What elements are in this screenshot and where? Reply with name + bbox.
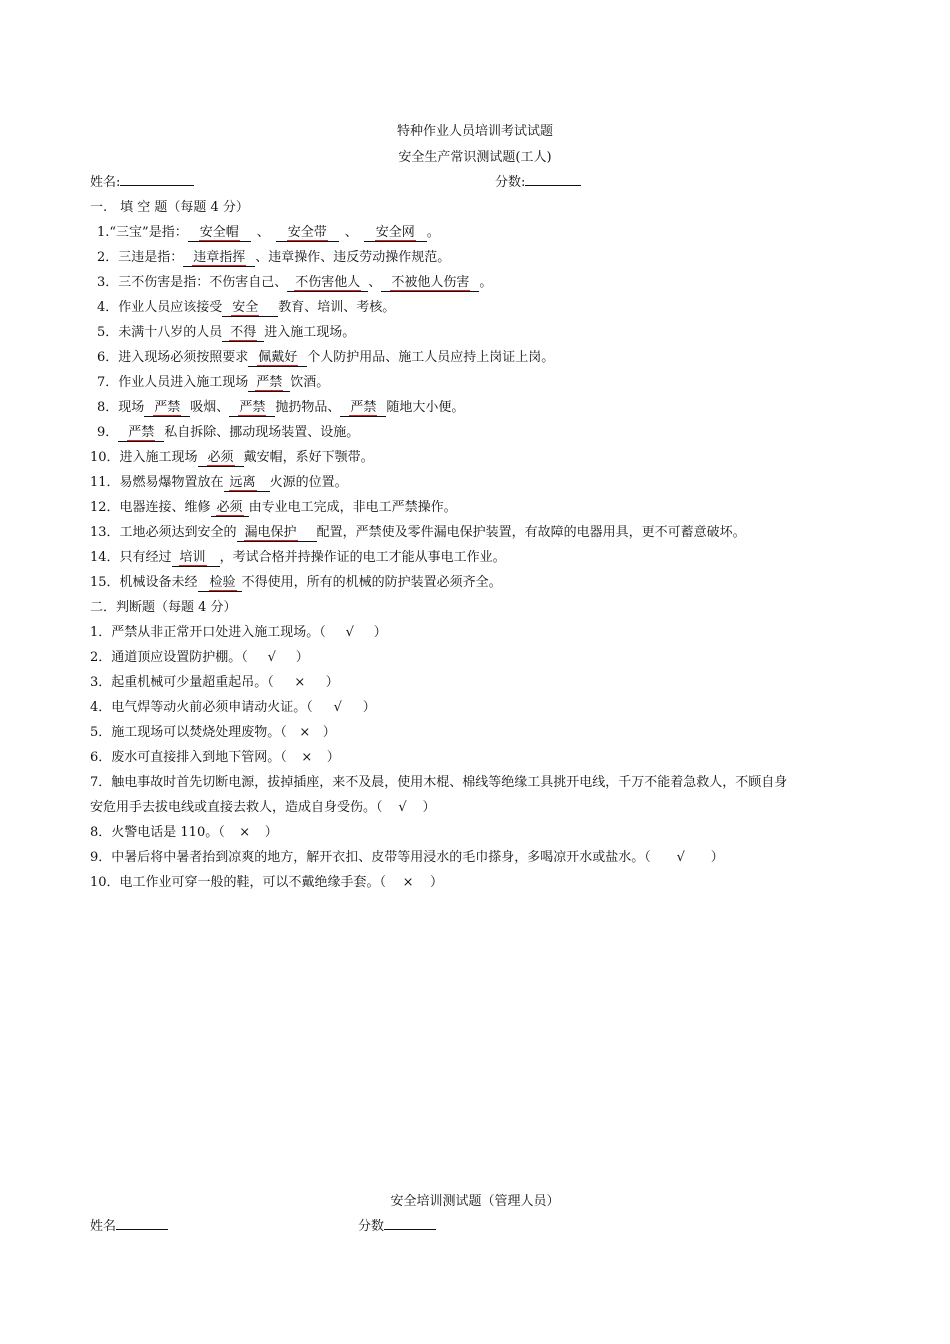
second-test-title: 安全培训测试题（管理人员） bbox=[390, 1194, 560, 1209]
fill-question-1: 1.“三宝”是指： 安全帽 、 安全带 、 安全网 。 bbox=[97, 225, 440, 240]
fill-answer: 安全 bbox=[222, 299, 278, 317]
judge-question-5: 5．施工现场可以焚烧处理废物。（ × ） bbox=[90, 725, 336, 740]
document-title: 特种作业人员培训考试试题 bbox=[396, 124, 553, 139]
fill-answer: 违章指挥 bbox=[183, 249, 255, 267]
name-label: 姓名: bbox=[90, 175, 121, 190]
fill-answer: 严禁 bbox=[229, 399, 275, 417]
fill-question-15: 15．机械设备未经 检验 不得使用，所有的机械的防护装置必须齐全。 bbox=[90, 575, 502, 590]
fill-answer: 远离 bbox=[224, 474, 270, 492]
judge-mark: √ bbox=[676, 850, 685, 865]
document-subtitle: 安全生产常识测试题(工人) bbox=[398, 150, 552, 165]
judge-question-1: 1．严禁从非正常开口处进入施工现场。（ √ ） bbox=[90, 625, 387, 640]
judge-question-8: 8．火警电话是 110。（ × ） bbox=[90, 825, 278, 840]
judge-question-7-continued: 安危用手去拔电线或直接去救人，造成自身受伤。（ √ ） bbox=[90, 800, 436, 815]
judge-question-9: 9．中暑后将中暑者抬到凉爽的地方，解开衣扣、皮带等用浸水的毛巾搽身，多喝凉开水或盐水。（ √ ） bbox=[90, 850, 724, 865]
fill-answer: 佩戴好 bbox=[248, 349, 307, 367]
fill-question-12: 12．电器连接、维修 必须 由专业电工完成，非电工严禁操作。 bbox=[90, 500, 457, 515]
judge-mark: × bbox=[402, 875, 414, 890]
score-label-2: 分数 bbox=[358, 1219, 385, 1234]
fill-answer: 必须 bbox=[198, 449, 244, 467]
fill-answer: 不被他人伤害 bbox=[381, 274, 479, 292]
fill-question-2: 2．三违是指： 违章指挥 、违章操作、违反劳动操作规范。 bbox=[97, 250, 451, 265]
fill-answer: 不伤害他人 bbox=[287, 274, 368, 292]
fill-answer: 必须 bbox=[211, 499, 249, 517]
judge-question-2: 2．通道顶应设置防护棚。（ √ ） bbox=[90, 650, 309, 665]
fill-answer: 检验 bbox=[198, 574, 242, 592]
name-label-2: 姓名 bbox=[90, 1219, 117, 1234]
judge-mark: × bbox=[294, 675, 306, 690]
fill-answer: 严禁 bbox=[340, 399, 386, 417]
judge-question-7: 7．触电事故时首先切断电源，拔掉插座，来不及晨，使用木棍、棉线等绝缘工具挑开电线，千万不能着急救人，不顾自身 bbox=[90, 775, 788, 790]
fill-question-5: 5．未满十八岁的人员 不得 进入施工现场。 bbox=[97, 325, 356, 340]
name-row bbox=[90, 171, 194, 190]
fill-question-8: 8．现场 严禁 吸烟、 严禁 抛扔物品、 严禁 随地大小便。 bbox=[97, 400, 465, 415]
fill-question-7: 7．作业人员进入施工现场 严禁 饮酒。 bbox=[97, 375, 330, 390]
judge-question-4: 4．电气焊等动火前必须申请动火证。（ √ ） bbox=[90, 700, 376, 715]
fill-answer: 安全帽 bbox=[188, 224, 251, 242]
fill-question-14: 14．只有经过 培训 ，考试合格并持操作证的电工才能从事电工作业。 bbox=[90, 550, 506, 565]
judge-mark: × bbox=[301, 750, 313, 765]
judge-question-6: 6．废水可直接排入到地下管网。（ × ） bbox=[90, 750, 340, 765]
score-blank-2[interactable] bbox=[384, 1215, 436, 1230]
judge-mark: √ bbox=[345, 625, 354, 640]
judge-question-10: 10．电工作业可穿一般的鞋，可以不戴绝缘手套。（ × ） bbox=[90, 875, 444, 890]
section-fill-heading: 一. 填 空 题（每题 4 分） bbox=[90, 200, 249, 215]
score-label: 分数: bbox=[495, 175, 526, 190]
judge-mark: √ bbox=[267, 650, 276, 665]
fill-question-10: 10．进入施工现场 必须 戴安帽，系好下颚带。 bbox=[90, 450, 374, 465]
judge-question-3: 3．起重机械可少量超重起吊。（ × ） bbox=[90, 675, 339, 690]
judge-mark: × bbox=[239, 825, 251, 840]
name-blank-2[interactable] bbox=[116, 1215, 168, 1230]
fill-answer: 严禁 bbox=[118, 424, 164, 442]
fill-question-11: 11．易燃易爆物置放在 远离 火源的位置。 bbox=[90, 475, 348, 490]
fill-question-13: 13．工地必须达到安全的 漏电保护 配置，严禁使及零件漏电保护装置，有故障的电器用具，更不可蓄意破坏。 bbox=[90, 525, 746, 540]
judge-mark: √ bbox=[333, 700, 342, 715]
fill-question-9: 9． 严禁 私自拆除、挪动现场装置、设施。 bbox=[97, 425, 360, 440]
fill-answer: 严禁 bbox=[144, 399, 190, 417]
fill-question-3: 3．三不伤害是指：不伤害自己、 不伤害他人 、 不被他人伤害 。 bbox=[97, 275, 493, 290]
score-blank[interactable] bbox=[525, 171, 581, 186]
fill-question-6: 6．进入现场必须按照要求 佩戴好 个人防护用品、施工人员应持上岗证上岗。 bbox=[97, 350, 555, 365]
fill-answer: 不得 bbox=[222, 324, 264, 342]
fill-question-4: 4．作业人员应该接受 安全 教育、培训、考核。 bbox=[97, 300, 396, 315]
fill-answer: 培训 bbox=[172, 549, 220, 567]
fill-answer: 安全网 bbox=[364, 224, 427, 242]
fill-answer: 漏电保护 bbox=[237, 524, 317, 542]
judge-mark: √ bbox=[398, 800, 407, 815]
score-row bbox=[495, 171, 581, 190]
score-row-2 bbox=[358, 1215, 436, 1234]
fill-answer: 严禁 bbox=[248, 374, 290, 392]
name-row-2 bbox=[90, 1215, 168, 1234]
judge-mark: × bbox=[299, 725, 311, 740]
fill-answer: 安全带 bbox=[276, 224, 339, 242]
section-judge-heading: 二．判断题（每题 4 分） bbox=[90, 600, 237, 615]
name-blank[interactable] bbox=[120, 171, 194, 186]
